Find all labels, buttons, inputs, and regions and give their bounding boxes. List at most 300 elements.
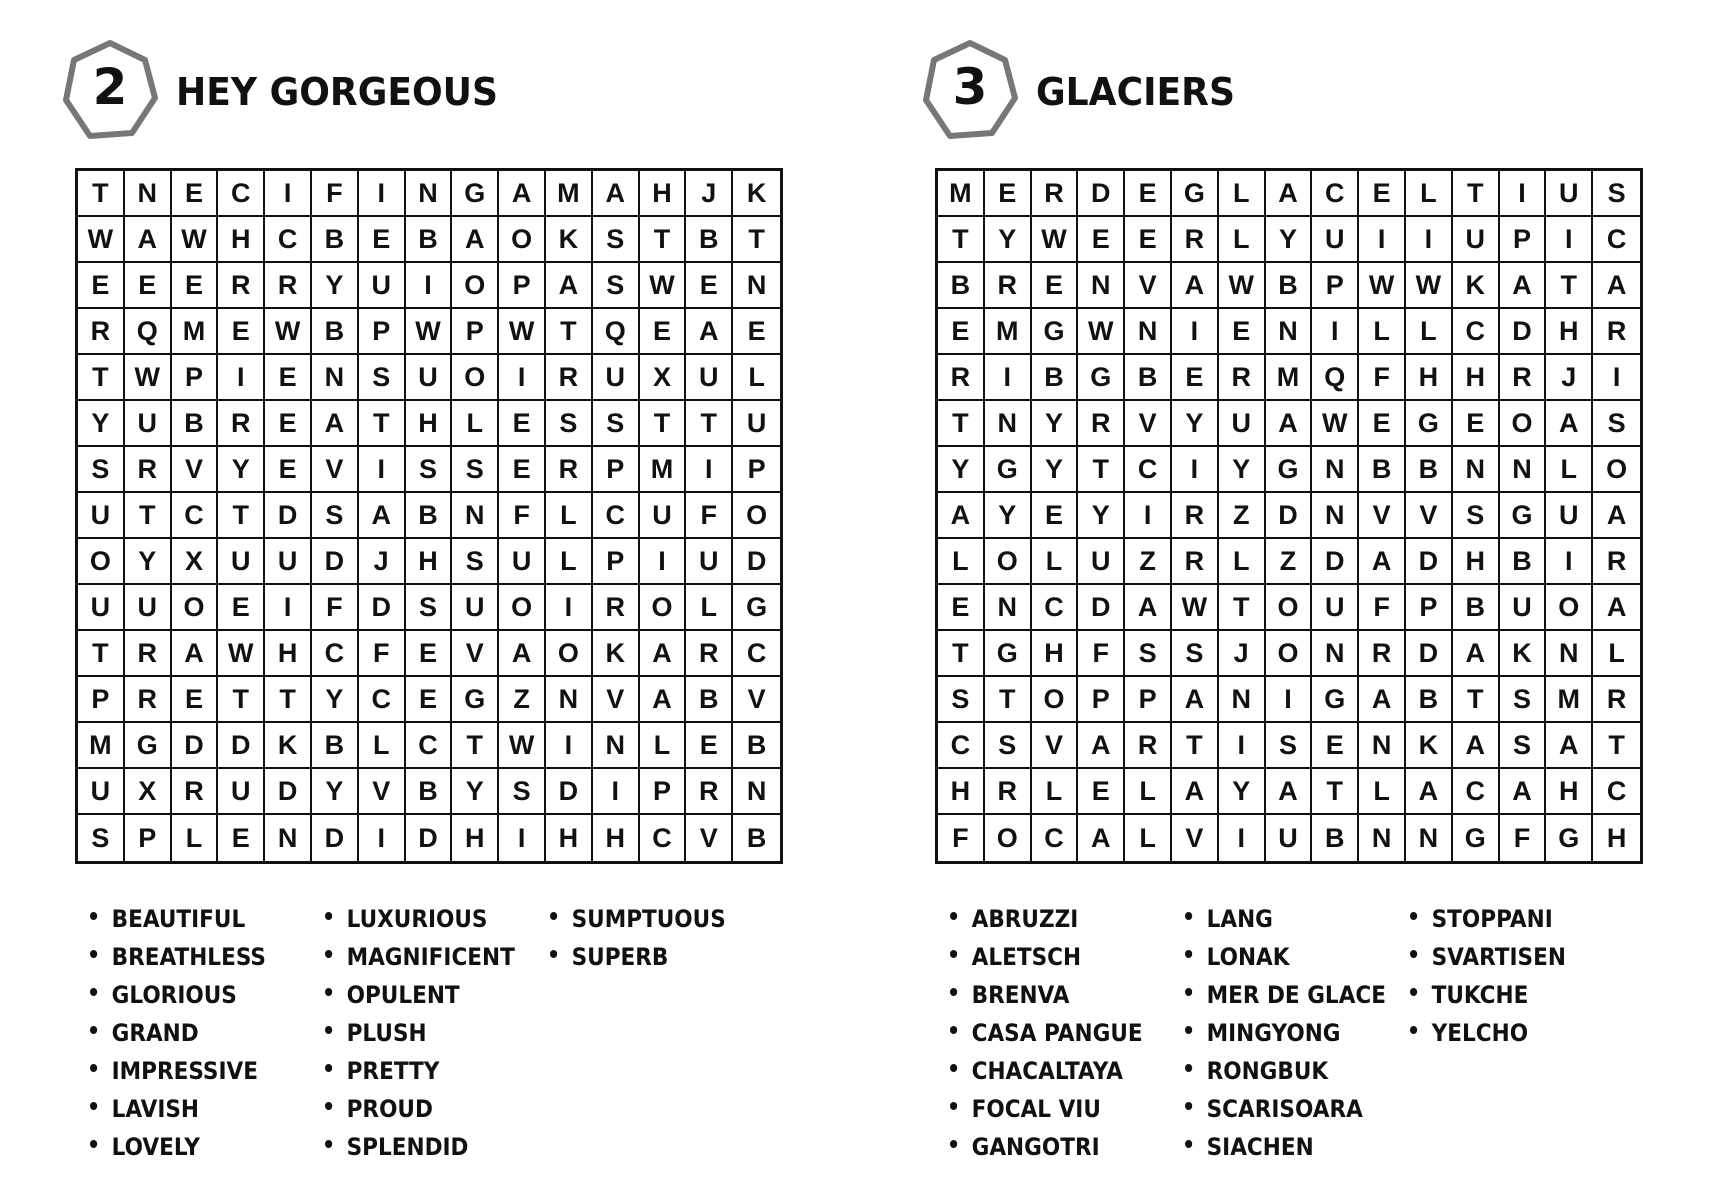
grid-cell[interactable]: C bbox=[593, 493, 640, 539]
grid-cell[interactable]: S bbox=[406, 585, 453, 631]
grid-cell[interactable]: W bbox=[640, 263, 687, 309]
grid-cell[interactable]: U bbox=[1266, 815, 1313, 861]
grid-cell[interactable]: U bbox=[1219, 401, 1266, 447]
grid-cell[interactable]: C bbox=[1453, 769, 1500, 815]
grid-cell[interactable]: R bbox=[1078, 401, 1125, 447]
grid-cell[interactable]: B bbox=[312, 309, 359, 355]
grid-cell[interactable]: J bbox=[359, 539, 406, 585]
grid-cell[interactable]: N bbox=[452, 493, 499, 539]
grid-cell[interactable]: G bbox=[985, 631, 1032, 677]
grid-cell[interactable]: G bbox=[1172, 171, 1219, 217]
grid-cell[interactable]: E bbox=[686, 723, 733, 769]
grid-cell[interactable]: L bbox=[1219, 539, 1266, 585]
grid-cell[interactable]: P bbox=[125, 815, 172, 861]
grid-cell[interactable]: T bbox=[1219, 585, 1266, 631]
grid-cell[interactable]: D bbox=[406, 815, 453, 861]
grid-cell[interactable]: H bbox=[265, 631, 312, 677]
grid-cell[interactable]: P bbox=[1500, 217, 1547, 263]
grid-cell[interactable]: K bbox=[546, 217, 593, 263]
grid-cell[interactable]: N bbox=[985, 585, 1032, 631]
grid-cell[interactable]: I bbox=[1172, 447, 1219, 493]
grid-cell[interactable]: S bbox=[359, 355, 406, 401]
grid-cell[interactable]: B bbox=[1266, 263, 1313, 309]
grid-cell[interactable]: G bbox=[125, 723, 172, 769]
grid-cell[interactable]: D bbox=[546, 769, 593, 815]
grid-cell[interactable]: N bbox=[1359, 723, 1406, 769]
grid-cell[interactable]: M bbox=[985, 309, 1032, 355]
grid-cell[interactable]: Y bbox=[312, 769, 359, 815]
grid-cell[interactable]: T bbox=[78, 355, 125, 401]
grid-cell[interactable]: U bbox=[733, 401, 780, 447]
grid-cell[interactable]: R bbox=[985, 769, 1032, 815]
grid-cell[interactable]: B bbox=[1125, 355, 1172, 401]
grid-cell[interactable]: K bbox=[1406, 723, 1453, 769]
grid-cell[interactable]: U bbox=[1546, 493, 1593, 539]
grid-cell[interactable]: E bbox=[686, 263, 733, 309]
grid-cell[interactable]: G bbox=[985, 447, 1032, 493]
grid-cell[interactable]: G bbox=[1266, 447, 1313, 493]
grid-cell[interactable]: H bbox=[452, 815, 499, 861]
grid-cell[interactable]: C bbox=[1032, 815, 1079, 861]
grid-cell[interactable]: Z bbox=[1125, 539, 1172, 585]
grid-cell[interactable]: E bbox=[1359, 171, 1406, 217]
grid-cell[interactable]: Y bbox=[1219, 447, 1266, 493]
grid-cell[interactable]: A bbox=[312, 401, 359, 447]
grid-cell[interactable]: U bbox=[1078, 539, 1125, 585]
grid-cell[interactable]: V bbox=[452, 631, 499, 677]
grid-cell[interactable]: E bbox=[265, 355, 312, 401]
grid-cell[interactable]: R bbox=[172, 769, 219, 815]
grid-cell[interactable]: L bbox=[359, 723, 406, 769]
grid-cell[interactable]: U bbox=[359, 263, 406, 309]
grid-cell[interactable]: L bbox=[640, 723, 687, 769]
grid-cell[interactable]: I bbox=[985, 355, 1032, 401]
grid-cell[interactable]: U bbox=[125, 401, 172, 447]
grid-cell[interactable]: O bbox=[452, 355, 499, 401]
grid-cell[interactable]: R bbox=[1359, 631, 1406, 677]
grid-cell[interactable]: E bbox=[1312, 723, 1359, 769]
grid-cell[interactable]: U bbox=[686, 355, 733, 401]
grid-cell[interactable]: B bbox=[686, 217, 733, 263]
grid-cell[interactable]: I bbox=[265, 171, 312, 217]
grid-cell[interactable]: O bbox=[1266, 585, 1313, 631]
grid-cell[interactable]: T bbox=[1312, 769, 1359, 815]
grid-cell[interactable]: T bbox=[686, 401, 733, 447]
grid-cell[interactable]: U bbox=[406, 355, 453, 401]
grid-cell[interactable]: I bbox=[359, 171, 406, 217]
grid-cell[interactable]: W bbox=[1032, 217, 1079, 263]
grid-cell[interactable]: I bbox=[406, 263, 453, 309]
grid-cell[interactable]: H bbox=[546, 815, 593, 861]
grid-cell[interactable]: A bbox=[1453, 631, 1500, 677]
grid-cell[interactable]: I bbox=[1406, 217, 1453, 263]
grid-cell[interactable]: W bbox=[499, 309, 546, 355]
grid-cell[interactable]: Y bbox=[452, 769, 499, 815]
grid-cell[interactable]: V bbox=[172, 447, 219, 493]
grid-cell[interactable]: I bbox=[1546, 217, 1593, 263]
grid-cell[interactable]: Z bbox=[1219, 493, 1266, 539]
grid-cell[interactable]: C bbox=[1453, 309, 1500, 355]
grid-cell[interactable]: C bbox=[359, 677, 406, 723]
grid-cell[interactable]: S bbox=[938, 677, 985, 723]
grid-cell[interactable]: T bbox=[1078, 447, 1125, 493]
grid-cell[interactable]: V bbox=[1125, 401, 1172, 447]
grid-cell[interactable]: H bbox=[1032, 631, 1079, 677]
grid-cell[interactable]: N bbox=[985, 401, 1032, 447]
grid-cell[interactable]: N bbox=[265, 815, 312, 861]
grid-cell[interactable]: R bbox=[1593, 309, 1640, 355]
grid-cell[interactable]: A bbox=[1453, 723, 1500, 769]
grid-cell[interactable]: W bbox=[1359, 263, 1406, 309]
grid-cell[interactable]: R bbox=[686, 769, 733, 815]
grid-cell[interactable]: P bbox=[593, 539, 640, 585]
grid-cell[interactable]: L bbox=[1125, 769, 1172, 815]
grid-cell[interactable]: R bbox=[125, 447, 172, 493]
grid-cell[interactable]: E bbox=[265, 401, 312, 447]
grid-cell[interactable]: N bbox=[1453, 447, 1500, 493]
grid-cell[interactable]: B bbox=[1500, 539, 1547, 585]
grid-cell[interactable]: L bbox=[546, 539, 593, 585]
grid-cell[interactable]: P bbox=[1078, 677, 1125, 723]
grid-cell[interactable]: F bbox=[359, 631, 406, 677]
grid-cell[interactable]: R bbox=[218, 401, 265, 447]
grid-cell[interactable]: E bbox=[1078, 217, 1125, 263]
grid-cell[interactable]: A bbox=[1359, 539, 1406, 585]
grid-cell[interactable]: Z bbox=[1266, 539, 1313, 585]
grid-cell[interactable]: D bbox=[1078, 171, 1125, 217]
grid-cell[interactable]: B bbox=[1453, 585, 1500, 631]
grid-cell[interactable]: U bbox=[499, 539, 546, 585]
grid-cell[interactable]: A bbox=[938, 493, 985, 539]
grid-cell[interactable]: E bbox=[1032, 493, 1079, 539]
grid-cell[interactable]: U bbox=[218, 539, 265, 585]
grid-cell[interactable]: E bbox=[218, 309, 265, 355]
grid-cell[interactable]: O bbox=[78, 539, 125, 585]
grid-cell[interactable]: L bbox=[1359, 309, 1406, 355]
grid-cell[interactable]: O bbox=[1546, 585, 1593, 631]
grid-cell[interactable]: P bbox=[78, 677, 125, 723]
grid-cell[interactable]: O bbox=[499, 217, 546, 263]
grid-cell[interactable]: O bbox=[1500, 401, 1547, 447]
grid-cell[interactable]: L bbox=[172, 815, 219, 861]
grid-cell[interactable]: Y bbox=[1032, 447, 1079, 493]
grid-cell[interactable]: O bbox=[1032, 677, 1079, 723]
grid-cell[interactable]: W bbox=[1078, 309, 1125, 355]
grid-cell[interactable]: I bbox=[218, 355, 265, 401]
grid-cell[interactable]: I bbox=[1312, 309, 1359, 355]
grid-cell[interactable]: U bbox=[78, 493, 125, 539]
grid-cell[interactable]: W bbox=[1312, 401, 1359, 447]
grid-cell[interactable]: A bbox=[1500, 263, 1547, 309]
grid-cell[interactable]: L bbox=[452, 401, 499, 447]
grid-cell[interactable]: A bbox=[1266, 171, 1313, 217]
grid-cell[interactable]: L bbox=[733, 355, 780, 401]
grid-cell[interactable]: N bbox=[1546, 631, 1593, 677]
grid-cell[interactable]: O bbox=[452, 263, 499, 309]
grid-cell[interactable]: V bbox=[359, 769, 406, 815]
grid-cell[interactable]: F bbox=[312, 585, 359, 631]
grid-cell[interactable]: S bbox=[1500, 723, 1547, 769]
grid-cell[interactable]: U bbox=[78, 769, 125, 815]
grid-cell[interactable]: N bbox=[312, 355, 359, 401]
grid-cell[interactable]: E bbox=[1453, 401, 1500, 447]
grid-cell[interactable]: E bbox=[1219, 309, 1266, 355]
grid-cell[interactable]: C bbox=[1593, 769, 1640, 815]
grid-cell[interactable]: R bbox=[985, 263, 1032, 309]
grid-cell[interactable]: L bbox=[546, 493, 593, 539]
grid-cell[interactable]: R bbox=[1125, 723, 1172, 769]
grid-cell[interactable]: B bbox=[746, 822, 767, 853]
grid-cell[interactable]: A bbox=[452, 217, 499, 263]
grid-cell[interactable]: U bbox=[593, 355, 640, 401]
grid-cell[interactable]: A bbox=[1593, 493, 1640, 539]
grid-cell[interactable]: W bbox=[78, 217, 125, 263]
grid-cell[interactable]: X bbox=[172, 539, 219, 585]
grid-cell[interactable]: Y bbox=[312, 677, 359, 723]
grid-cell[interactable]: H bbox=[1546, 769, 1593, 815]
grid-cell[interactable]: O bbox=[499, 585, 546, 631]
grid-cell[interactable]: F bbox=[312, 171, 359, 217]
grid-cell[interactable]: N bbox=[1500, 447, 1547, 493]
grid-cell[interactable]: A bbox=[1125, 585, 1172, 631]
grid-cell[interactable]: L bbox=[1032, 539, 1079, 585]
grid-cell[interactable]: L bbox=[686, 585, 733, 631]
grid-cell[interactable]: T bbox=[1593, 723, 1640, 769]
grid-cell[interactable]: E bbox=[265, 447, 312, 493]
grid-cell[interactable]: N bbox=[1312, 631, 1359, 677]
grid-cell[interactable]: I bbox=[499, 355, 546, 401]
grid-cell[interactable]: G bbox=[1453, 815, 1500, 861]
grid-cell[interactable]: G bbox=[452, 171, 499, 217]
grid-cell[interactable]: W bbox=[125, 355, 172, 401]
grid-cell[interactable]: E bbox=[640, 309, 687, 355]
grid-cell[interactable]: S bbox=[499, 769, 546, 815]
grid-cell[interactable]: C bbox=[938, 723, 985, 769]
grid-cell[interactable]: R bbox=[546, 447, 593, 493]
grid-cell[interactable]: D bbox=[1078, 585, 1125, 631]
grid-cell[interactable]: A bbox=[125, 217, 172, 263]
grid-cell[interactable]: S bbox=[406, 447, 453, 493]
grid-cell[interactable]: E bbox=[1125, 171, 1172, 217]
grid-cell[interactable]: I bbox=[359, 447, 406, 493]
grid-cell[interactable]: I bbox=[546, 585, 593, 631]
grid-cell[interactable]: Y bbox=[1219, 769, 1266, 815]
grid-cell[interactable]: T bbox=[125, 493, 172, 539]
grid-cell[interactable]: R bbox=[1500, 355, 1547, 401]
grid-cell[interactable]: M bbox=[172, 309, 219, 355]
grid-cell[interactable]: A bbox=[1078, 815, 1125, 861]
grid-cell[interactable]: C bbox=[733, 631, 780, 677]
grid-cell[interactable]: O bbox=[985, 539, 1032, 585]
grid-cell[interactable]: S bbox=[312, 493, 359, 539]
grid-cell[interactable]: M bbox=[78, 723, 125, 769]
grid-cell[interactable]: N bbox=[1406, 815, 1453, 861]
grid-cell[interactable]: B bbox=[686, 677, 733, 723]
grid-cell[interactable]: T bbox=[1172, 723, 1219, 769]
grid-cell[interactable]: H bbox=[218, 217, 265, 263]
grid-cell[interactable]: B bbox=[406, 217, 453, 263]
grid-cell[interactable]: G bbox=[1500, 493, 1547, 539]
grid-cell[interactable]: R bbox=[125, 677, 172, 723]
grid-cell[interactable]: M bbox=[1266, 355, 1313, 401]
grid-cell[interactable]: S bbox=[1453, 493, 1500, 539]
grid-cell[interactable]: I bbox=[1546, 539, 1593, 585]
grid-cell[interactable]: H bbox=[1453, 355, 1500, 401]
grid-cell[interactable]: S bbox=[593, 217, 640, 263]
grid-cell[interactable]: C bbox=[218, 171, 265, 217]
grid-cell[interactable]: E bbox=[218, 585, 265, 631]
grid-cell[interactable]: R bbox=[1593, 677, 1640, 723]
grid-cell[interactable]: W bbox=[1219, 263, 1266, 309]
grid-cell[interactable]: E bbox=[172, 677, 219, 723]
grid-cell[interactable]: S bbox=[546, 401, 593, 447]
grid-cell[interactable]: U bbox=[640, 493, 687, 539]
grid-cell[interactable]: L bbox=[1219, 171, 1266, 217]
grid-cell[interactable]: N bbox=[1312, 447, 1359, 493]
grid-cell[interactable]: S bbox=[1266, 723, 1313, 769]
grid-cell[interactable]: N bbox=[1266, 309, 1313, 355]
grid-cell[interactable]: G bbox=[1078, 355, 1125, 401]
grid-cell[interactable]: B bbox=[1032, 355, 1079, 401]
grid-cell[interactable]: B bbox=[312, 217, 359, 263]
grid-cell[interactable]: Y bbox=[938, 447, 985, 493]
grid-cell[interactable]: H bbox=[1606, 822, 1627, 853]
grid-cell[interactable]: R bbox=[1172, 217, 1219, 263]
grid-cell[interactable]: R bbox=[265, 263, 312, 309]
grid-cell[interactable]: O bbox=[733, 493, 780, 539]
grid-cell[interactable]: E bbox=[1078, 769, 1125, 815]
grid-cell[interactable]: W bbox=[406, 309, 453, 355]
grid-cell[interactable]: J bbox=[1546, 355, 1593, 401]
grid-cell[interactable]: B bbox=[406, 493, 453, 539]
grid-cell[interactable]: G bbox=[733, 585, 780, 631]
grid-cell[interactable]: Y bbox=[125, 539, 172, 585]
grid-cell[interactable]: N bbox=[406, 171, 453, 217]
grid-cell[interactable]: I bbox=[593, 769, 640, 815]
grid-cell[interactable]: S bbox=[452, 539, 499, 585]
grid-cell[interactable]: I bbox=[499, 815, 546, 861]
grid-cell[interactable]: D bbox=[172, 723, 219, 769]
grid-cell[interactable]: H bbox=[593, 815, 640, 861]
grid-cell[interactable]: R bbox=[938, 355, 985, 401]
grid-cell[interactable]: W bbox=[499, 723, 546, 769]
grid-cell[interactable]: R bbox=[1032, 171, 1079, 217]
grid-cell[interactable]: R bbox=[686, 631, 733, 677]
grid-cell[interactable]: R bbox=[125, 631, 172, 677]
grid-cell[interactable]: D bbox=[1406, 631, 1453, 677]
grid-cell[interactable]: E bbox=[1172, 355, 1219, 401]
grid-cell[interactable]: T bbox=[359, 401, 406, 447]
grid-cell[interactable]: I bbox=[686, 447, 733, 493]
grid-cell[interactable]: T bbox=[640, 217, 687, 263]
grid-cell[interactable]: T bbox=[640, 401, 687, 447]
grid-cell[interactable]: M bbox=[546, 171, 593, 217]
grid-cell[interactable]: E bbox=[499, 447, 546, 493]
grid-cell[interactable]: A bbox=[1593, 263, 1640, 309]
grid-cell[interactable]: I bbox=[265, 585, 312, 631]
grid-cell[interactable]: O bbox=[985, 815, 1032, 861]
grid-cell[interactable]: K bbox=[733, 171, 780, 217]
grid-cell[interactable]: Q bbox=[1312, 355, 1359, 401]
grid-cell[interactable]: L bbox=[1032, 769, 1079, 815]
grid-cell[interactable]: L bbox=[1359, 769, 1406, 815]
grid-cell[interactable]: U bbox=[1546, 171, 1593, 217]
grid-cell[interactable]: P bbox=[499, 263, 546, 309]
grid-cell[interactable]: C bbox=[1312, 171, 1359, 217]
grid-cell[interactable]: J bbox=[686, 171, 733, 217]
grid-cell[interactable]: R bbox=[78, 309, 125, 355]
grid-cell[interactable]: B bbox=[172, 401, 219, 447]
grid-cell[interactable]: C bbox=[172, 493, 219, 539]
grid-cell[interactable]: I bbox=[1172, 309, 1219, 355]
grid-cell[interactable]: P bbox=[172, 355, 219, 401]
grid-cell[interactable]: U bbox=[78, 585, 125, 631]
grid-cell[interactable]: O bbox=[546, 631, 593, 677]
grid-cell[interactable]: C bbox=[1593, 217, 1640, 263]
grid-cell[interactable]: U bbox=[1312, 217, 1359, 263]
grid-cell[interactable]: M bbox=[640, 447, 687, 493]
grid-cell[interactable]: C bbox=[312, 631, 359, 677]
grid-cell[interactable]: A bbox=[1593, 585, 1640, 631]
grid-cell[interactable]: D bbox=[1312, 539, 1359, 585]
grid-cell[interactable]: I bbox=[1359, 217, 1406, 263]
grid-cell[interactable]: Q bbox=[125, 309, 172, 355]
grid-cell[interactable]: H bbox=[1546, 309, 1593, 355]
grid-cell[interactable]: E bbox=[733, 309, 780, 355]
grid-cell[interactable]: T bbox=[985, 677, 1032, 723]
grid-cell[interactable]: K bbox=[1500, 631, 1547, 677]
grid-cell[interactable]: S bbox=[1172, 631, 1219, 677]
grid-cell[interactable]: S bbox=[593, 401, 640, 447]
grid-cell[interactable]: N bbox=[1359, 815, 1406, 861]
grid-cell[interactable]: O bbox=[640, 585, 687, 631]
grid-cell[interactable]: F bbox=[1078, 631, 1125, 677]
grid-cell[interactable]: O bbox=[1266, 631, 1313, 677]
grid-cell[interactable]: D bbox=[359, 585, 406, 631]
grid-cell[interactable]: D bbox=[265, 769, 312, 815]
grid-cell[interactable]: B bbox=[1406, 677, 1453, 723]
grid-cell[interactable]: E bbox=[1359, 401, 1406, 447]
grid-cell[interactable]: E bbox=[938, 309, 985, 355]
grid-cell[interactable]: I bbox=[1593, 355, 1640, 401]
grid-cell[interactable]: N bbox=[1219, 677, 1266, 723]
grid-cell[interactable]: A bbox=[1266, 769, 1313, 815]
grid-cell[interactable]: V bbox=[1032, 723, 1079, 769]
grid-cell[interactable]: D bbox=[1500, 309, 1547, 355]
grid-cell[interactable]: V bbox=[1406, 493, 1453, 539]
grid-cell[interactable]: A bbox=[640, 631, 687, 677]
grid-cell[interactable]: N bbox=[1312, 493, 1359, 539]
grid-cell[interactable]: B bbox=[1406, 447, 1453, 493]
grid-cell[interactable]: Y bbox=[1266, 217, 1313, 263]
grid-cell[interactable]: S bbox=[1593, 171, 1640, 217]
grid-cell[interactable]: A bbox=[1546, 401, 1593, 447]
grid-cell[interactable]: I bbox=[1266, 677, 1313, 723]
grid-cell[interactable]: A bbox=[172, 631, 219, 677]
grid-cell[interactable]: V bbox=[593, 677, 640, 723]
grid-cell[interactable]: W bbox=[172, 217, 219, 263]
grid-cell[interactable]: H bbox=[406, 539, 453, 585]
grid-cell[interactable]: E bbox=[172, 263, 219, 309]
grid-cell[interactable]: I bbox=[1219, 815, 1266, 861]
grid-cell[interactable]: A bbox=[1406, 769, 1453, 815]
grid-cell[interactable]: L bbox=[938, 539, 985, 585]
grid-cell[interactable]: L bbox=[1219, 217, 1266, 263]
grid-cell[interactable]: T bbox=[78, 171, 125, 217]
grid-cell[interactable]: R bbox=[546, 355, 593, 401]
grid-cell[interactable]: D bbox=[218, 723, 265, 769]
grid-cell[interactable]: X bbox=[125, 769, 172, 815]
